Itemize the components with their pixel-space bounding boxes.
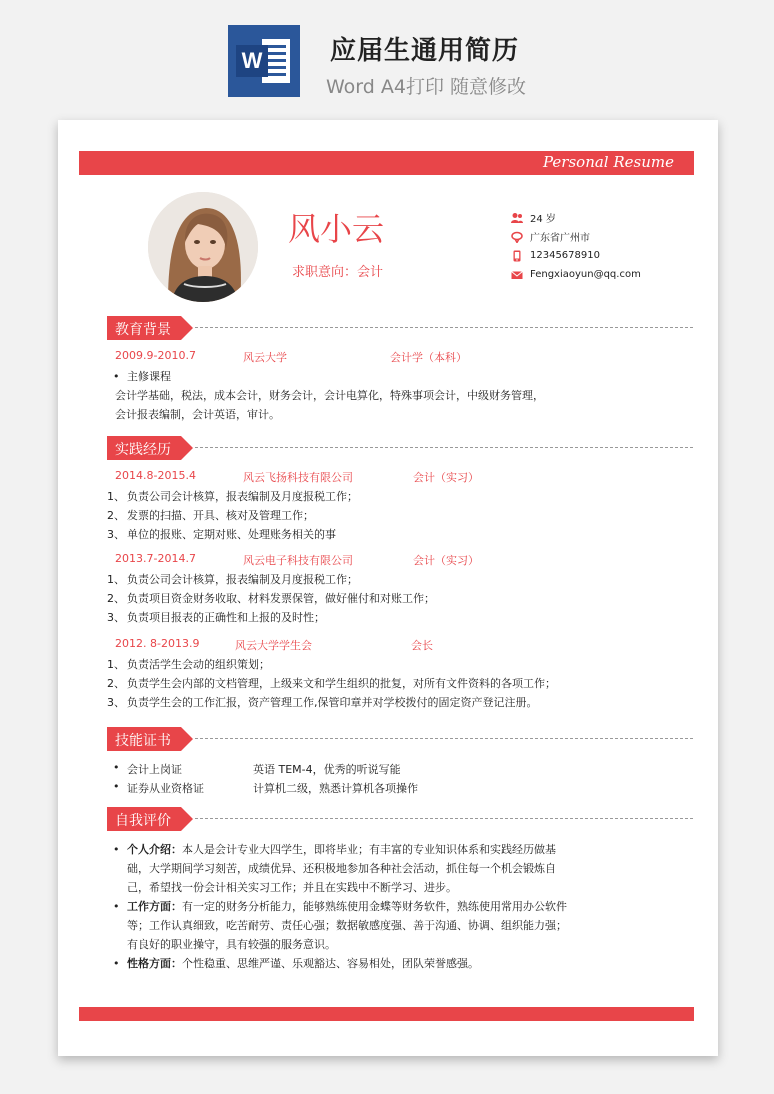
header-strip	[79, 151, 694, 175]
section-header	[107, 727, 693, 751]
job-row-head	[107, 637, 693, 655]
resume-page	[58, 120, 718, 1056]
skill-row: • 证券从业资格证 计算机二级，熟悉计算机各项操作	[113, 780, 418, 795]
section-title: 技能证书	[115, 733, 171, 749]
banner-title: 应届生通用简历	[330, 36, 520, 66]
section-header	[107, 436, 693, 460]
avatar	[148, 192, 258, 302]
job-item: 3、 负责项目报表的正确性和上报的及时性；	[107, 611, 325, 624]
job-item: 2、 负责项目资金财务收取、材料发票保管，做好催付和对账工作；	[107, 592, 435, 605]
evaluation-section	[107, 807, 693, 973]
practice-section	[107, 436, 693, 712]
phone-icon	[511, 250, 523, 262]
contact-location	[511, 227, 641, 246]
courses-line-1: 会计学基础，税法，成本会计，财务会计，会计电算化，特殊事项会计，中级财务管理，	[115, 389, 544, 402]
courses-line-2: 会计报表编制，会计英语，审计。	[115, 408, 280, 421]
job-item: 2、 发票的扫描、开具、核对及管理工作；	[107, 509, 314, 522]
evaluation-item: • 个人介绍：本人是会计专业大四学生，即将毕业；有丰富的专业知识体系和实践经历做基础，大学期间学习刻苦，成绩优异、还积极地参加各种社会活动，抓住每一个机会锻炼自己，希望找一份会计相关实习工作；并且在实践中不断学习、进步。	[113, 843, 556, 894]
section-header	[107, 807, 693, 831]
job-role: 会计（实习）	[413, 554, 479, 567]
candidate-name: 风小云	[288, 210, 385, 248]
contact-phone	[511, 246, 641, 265]
job-item: 3、 单位的报账、定期对账、处理账务相关的事	[107, 528, 336, 541]
skill-left: 会计上岗证	[127, 763, 182, 776]
location-text: 广东省广州市	[530, 233, 590, 244]
job-company: 风云飞扬科技有限公司	[243, 471, 353, 484]
job-item: 1、 负责活学生会动的组织策划；	[107, 658, 270, 671]
person-icon	[511, 212, 523, 224]
section-divider	[195, 818, 693, 819]
mail-icon	[511, 269, 523, 281]
job-company: 风云大学学生会	[235, 639, 312, 652]
header-strip-text: Personal Resume	[543, 153, 674, 171]
education-section	[107, 316, 693, 424]
education-row-head	[107, 349, 693, 367]
section-title: 实践经历	[115, 442, 171, 458]
skill-row: • 会计上岗证 英语 TEM-4，优秀的听说写能	[113, 761, 401, 776]
contact-age	[511, 208, 641, 227]
word-icon-letter: W	[241, 48, 263, 73]
evaluation-label: 性格方面：	[127, 957, 182, 970]
footer-strip	[79, 1007, 694, 1021]
job-item: 2、 负责学生会内部的文档管理，上级来文和学生组织的批复，对所有文件资料的各项工作；	[107, 677, 556, 690]
job-role: 会计（实习）	[413, 471, 479, 484]
contact-email	[511, 265, 641, 284]
evaluation-label: 工作方面：	[127, 900, 182, 913]
job-company: 风云电子科技有限公司	[243, 554, 353, 567]
education-school: 风云大学	[243, 351, 287, 364]
skills-section	[107, 727, 693, 799]
section-title: 教育背景	[115, 322, 171, 338]
job-intent: 求职意向：会计	[292, 265, 384, 280]
phone-text: 12345678910	[530, 250, 600, 261]
section-title: 自我评价	[115, 813, 171, 829]
job-row-head	[107, 552, 693, 570]
evaluation-label: 个人介绍：	[127, 843, 182, 856]
job-item: 3、 负责学生会的工作汇报，资产管理工作,保管印章并对学校拨付的固定资产登记注册。	[107, 696, 538, 709]
top-banner	[0, 0, 774, 112]
word-icon	[228, 25, 300, 97]
evaluation-item: • 工作方面：有一定的财务分析能力，能够熟练使用金蝶等财务软件，熟练使用常用办公软件等；工作认真细致，吃苦耐劳、责任心强；数据敏感度强、善于沟通、协调、组织能力强；有良好的职业操守，具有较强的服务意识。	[113, 900, 567, 951]
job-item: 1、 负责公司会计核算，报表编制及月度报税工作；	[107, 573, 358, 586]
job-period: 2013.7-2014.7	[115, 552, 196, 565]
courses-bullet: • 主修课程	[107, 367, 693, 386]
email-text: Fengxiaoyun@qq.com	[530, 269, 641, 280]
job-row-head	[107, 469, 693, 487]
skill-right: 英语 TEM-4，优秀的听说写能	[253, 763, 401, 776]
evaluation-text: 个性稳重、思维严谨、乐观豁达、容易相处，团队荣誉感强。	[182, 957, 479, 970]
evaluation-text: 有一定的财务分析能力，能够熟练使用金蝶等财务软件，熟练使用常用办公软件等；工作认真细致，吃苦耐劳、责任心强；数据敏感度强、善于沟通、协调、组织能力强；有良好的职业操守，具有较强的服务意识。	[127, 900, 567, 951]
education-period: 2009.9-2010.7	[115, 349, 196, 362]
banner-subtitle: Word A4打印 随意修改	[326, 76, 527, 98]
section-divider	[195, 447, 693, 448]
skill-right: 计算机二级，熟悉计算机各项操作	[253, 782, 418, 795]
evaluation-text: 本人是会计专业大四学生，即将毕业；有丰富的专业知识体系和实践经历做基础，大学期间学习刻苦，成绩优异、还积极地参加各种社会活动，抓住每一个机会锻炼自己，希望找一份会计相关实习工作；并且在实践中不断学习、进步。	[127, 843, 556, 894]
job-item: 1、 负责公司会计核算，报表编制及月度报税工作；	[107, 490, 358, 503]
section-header	[107, 316, 693, 340]
job-role: 会长	[411, 639, 433, 652]
education-major: 会计学（本科）	[390, 351, 467, 364]
evaluation-item: • 性格方面：个性稳重、思维严谨、乐观豁达、容易相处，团队荣誉感强。	[113, 957, 479, 970]
section-divider	[195, 327, 693, 328]
section-divider	[195, 738, 693, 739]
age-text: 24 岁	[530, 214, 556, 225]
job-period: 2014.8-2015.4	[115, 469, 196, 482]
job-period: 2012. 8-2013.9	[115, 637, 200, 650]
contact-info	[511, 208, 641, 284]
skill-left: 证券从业资格证	[127, 782, 204, 795]
location-icon	[511, 231, 523, 243]
